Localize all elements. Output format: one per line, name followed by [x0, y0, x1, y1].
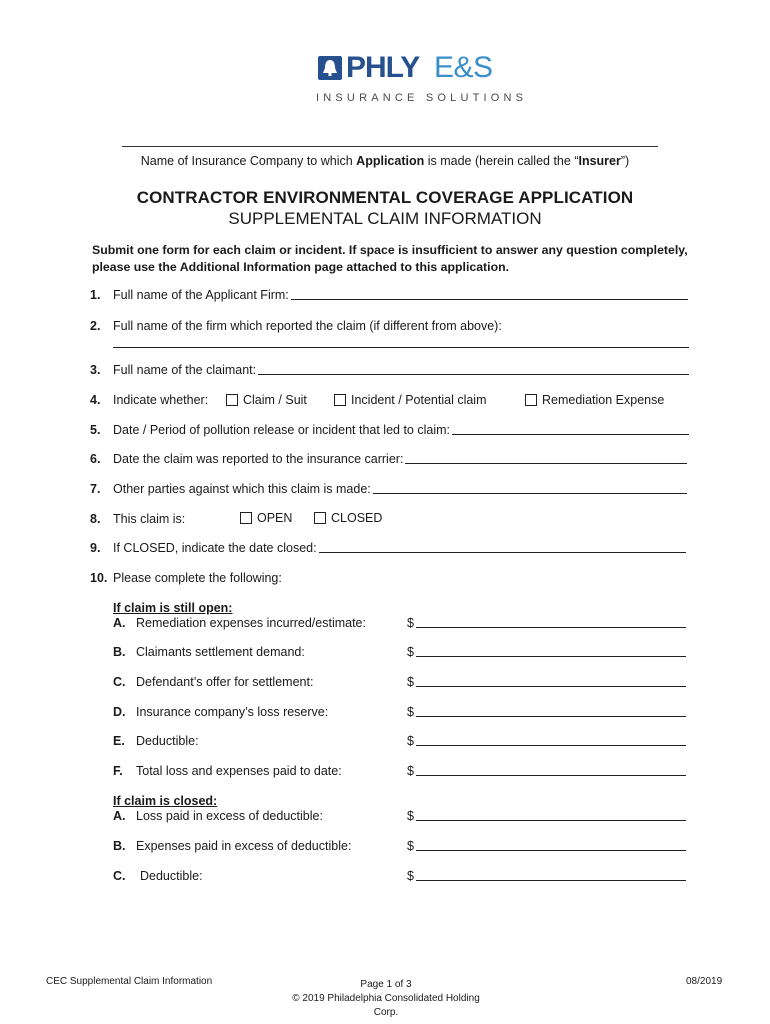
item-letter: C. — [113, 869, 126, 883]
insurer-caption-part: ”) — [620, 154, 630, 168]
option-open[interactable] — [240, 511, 292, 525]
item-letter: A. — [113, 809, 126, 823]
option-remediation[interactable] — [525, 393, 664, 407]
item-label: Defendant’s offer for settlement: — [136, 675, 314, 689]
question-5 — [90, 423, 689, 437]
question-number: 10. — [90, 571, 108, 585]
question-number: 2. — [90, 319, 101, 333]
option-label: OPEN — [257, 511, 293, 525]
closed-deductible-field[interactable] — [416, 880, 686, 881]
reporting-firm-field[interactable] — [113, 347, 689, 348]
open-item-c-amount — [407, 675, 686, 689]
footer-center — [286, 978, 486, 1020]
item-letter: E. — [113, 734, 125, 748]
item-letter: A. — [113, 616, 126, 630]
insurer-caption-bold: Insurer — [578, 154, 621, 168]
dollar-sign: $ — [407, 734, 414, 748]
question-8 — [90, 512, 185, 526]
item-letter: F. — [113, 764, 123, 778]
reported-date-field[interactable] — [405, 463, 687, 464]
footer-form-name: CEC Supplemental Claim Information — [46, 976, 213, 987]
item-letter: C. — [113, 675, 126, 689]
document-title: CONTRACTOR ENVIRONMENTAL COVERAGE APPLICATION — [136, 188, 634, 207]
closed-item-b-amount — [407, 839, 686, 853]
loss-paid-field[interactable] — [416, 820, 686, 821]
insurer-caption-part: is made (herein called the “ — [424, 154, 579, 168]
expenses-paid-field[interactable] — [416, 850, 686, 851]
option-label: Claim / Suit — [243, 393, 307, 407]
claim-suit-checkbox[interactable] — [226, 394, 238, 406]
open-item-f — [113, 764, 342, 778]
dollar-sign: $ — [407, 869, 414, 883]
question-number: 8. — [90, 512, 101, 526]
item-label: Claimants settlement demand: — [136, 645, 305, 659]
item-label: Remediation expenses incurred/estimate: — [136, 616, 366, 630]
total-paid-field[interactable] — [416, 775, 686, 776]
option-label: Incident / Potential claim — [351, 393, 487, 407]
open-item-d-amount — [407, 705, 686, 719]
question-label: Indicate whether: — [113, 393, 209, 407]
question-label: Full name of the firm which reported the claim (if different from above): — [113, 319, 502, 333]
question-number: 9. — [90, 541, 101, 555]
logo-light-text: E&S — [434, 51, 493, 84]
dollar-sign: $ — [407, 675, 414, 689]
closed-item-b — [113, 839, 351, 853]
page-number: Page 1 of 3 — [360, 979, 412, 990]
item-label: Deductible: — [136, 734, 199, 748]
item-letter: B. — [113, 839, 126, 853]
defendant-offer-field[interactable] — [416, 686, 686, 687]
footer-date: 08/2019 — [686, 976, 723, 987]
insurer-caption-bold: Application — [356, 154, 425, 168]
open-deductible-field[interactable] — [416, 745, 686, 746]
open-item-b-amount — [407, 645, 686, 659]
question-9 — [90, 541, 686, 555]
option-label: Remediation Expense — [542, 393, 665, 407]
dollar-sign: $ — [407, 616, 414, 630]
dollar-sign: $ — [407, 645, 414, 659]
question-number: 7. — [90, 482, 101, 496]
pollution-date-field[interactable] — [452, 434, 689, 435]
closed-section-heading: If claim is closed: — [113, 794, 218, 808]
closed-item-c-amount — [407, 869, 686, 883]
option-claim-suit[interactable] — [226, 393, 307, 407]
open-item-b — [113, 645, 305, 659]
applicant-firm-field[interactable] — [291, 299, 688, 300]
company-logo — [316, 51, 528, 106]
copyright: © 2019 Philadelphia Consolidated Holding Corp. — [292, 993, 480, 1018]
claimant-name-field[interactable] — [258, 374, 689, 375]
document-subtitle: SUPPLEMENTAL CLAIM INFORMATION — [228, 209, 542, 228]
question-number: 4. — [90, 393, 101, 407]
open-item-f-amount — [407, 764, 686, 778]
open-item-a — [113, 616, 366, 630]
dollar-sign: $ — [407, 809, 414, 823]
item-letter: B. — [113, 645, 126, 659]
question-label: Date / Period of pollution release or incident that led to claim: — [113, 423, 450, 437]
closed-item-a-amount — [407, 809, 686, 823]
logo-subtitle: INSURANCE SOLUTIONS — [316, 92, 528, 104]
item-label: Loss paid in excess of deductible: — [136, 809, 323, 823]
item-letter: D. — [113, 705, 126, 719]
dollar-sign: $ — [407, 839, 414, 853]
open-item-c — [113, 675, 313, 689]
incident-checkbox[interactable] — [334, 394, 346, 406]
logo-bold-text: PHLY — [346, 51, 420, 84]
loss-reserve-field[interactable] — [416, 716, 686, 717]
question-label: Other parties against which this claim is made: — [113, 482, 371, 496]
question-10 — [90, 571, 282, 585]
open-section-heading: If claim is still open: — [113, 601, 233, 615]
option-incident[interactable] — [334, 393, 487, 407]
closed-item-a — [113, 809, 323, 823]
question-7 — [90, 482, 687, 496]
open-item-e — [113, 734, 199, 748]
question-label: Please complete the following: — [113, 571, 282, 585]
open-checkbox[interactable] — [240, 512, 252, 524]
item-label: Insurance company’s loss reserve: — [136, 705, 329, 719]
insurer-caption — [90, 154, 680, 168]
question-4 — [90, 393, 208, 407]
settlement-demand-field[interactable] — [416, 656, 686, 657]
liberty-bell-icon — [318, 56, 342, 80]
question-number: 3. — [90, 363, 101, 377]
open-item-d — [113, 705, 328, 719]
question-number: 1. — [90, 288, 101, 302]
closed-checkbox[interactable] — [314, 512, 326, 524]
question-label: This claim is: — [113, 512, 186, 526]
instructions: Submit one form for each claim or incident. If space is insufficient to answer any question completely, please use the Additional Information page attached to this application. — [92, 243, 688, 274]
question-3 — [90, 363, 689, 377]
remediation-amount-field[interactable] — [416, 627, 686, 628]
item-label: Deductible: — [140, 869, 203, 883]
option-label: CLOSED — [331, 511, 383, 525]
open-item-e-amount — [407, 734, 686, 748]
remediation-checkbox[interactable] — [525, 394, 537, 406]
date-closed-field[interactable] — [319, 552, 686, 553]
dollar-sign: $ — [407, 764, 414, 778]
option-closed[interactable] — [314, 511, 382, 525]
question-2 — [90, 319, 688, 333]
closed-item-c — [113, 869, 203, 883]
question-label: Full name of the Applicant Firm: — [113, 288, 289, 302]
open-item-a-amount — [407, 616, 686, 630]
dollar-sign: $ — [407, 705, 414, 719]
question-number: 5. — [90, 423, 101, 437]
question-1 — [90, 288, 688, 302]
question-label: If CLOSED, indicate the date closed: — [113, 541, 317, 555]
question-label: Full name of the claimant: — [113, 363, 257, 377]
item-label: Expenses paid in excess of deductible: — [136, 839, 352, 853]
other-parties-field[interactable] — [373, 493, 687, 494]
question-label: Date the claim was reported to the insurance carrier: — [113, 452, 404, 466]
question-number: 6. — [90, 452, 101, 466]
item-label: Total loss and expenses paid to date: — [136, 764, 342, 778]
insurer-caption-part: Name of Insurance Company to which — [140, 154, 357, 168]
insurer-name-field[interactable] — [122, 146, 658, 147]
question-6 — [90, 452, 687, 466]
